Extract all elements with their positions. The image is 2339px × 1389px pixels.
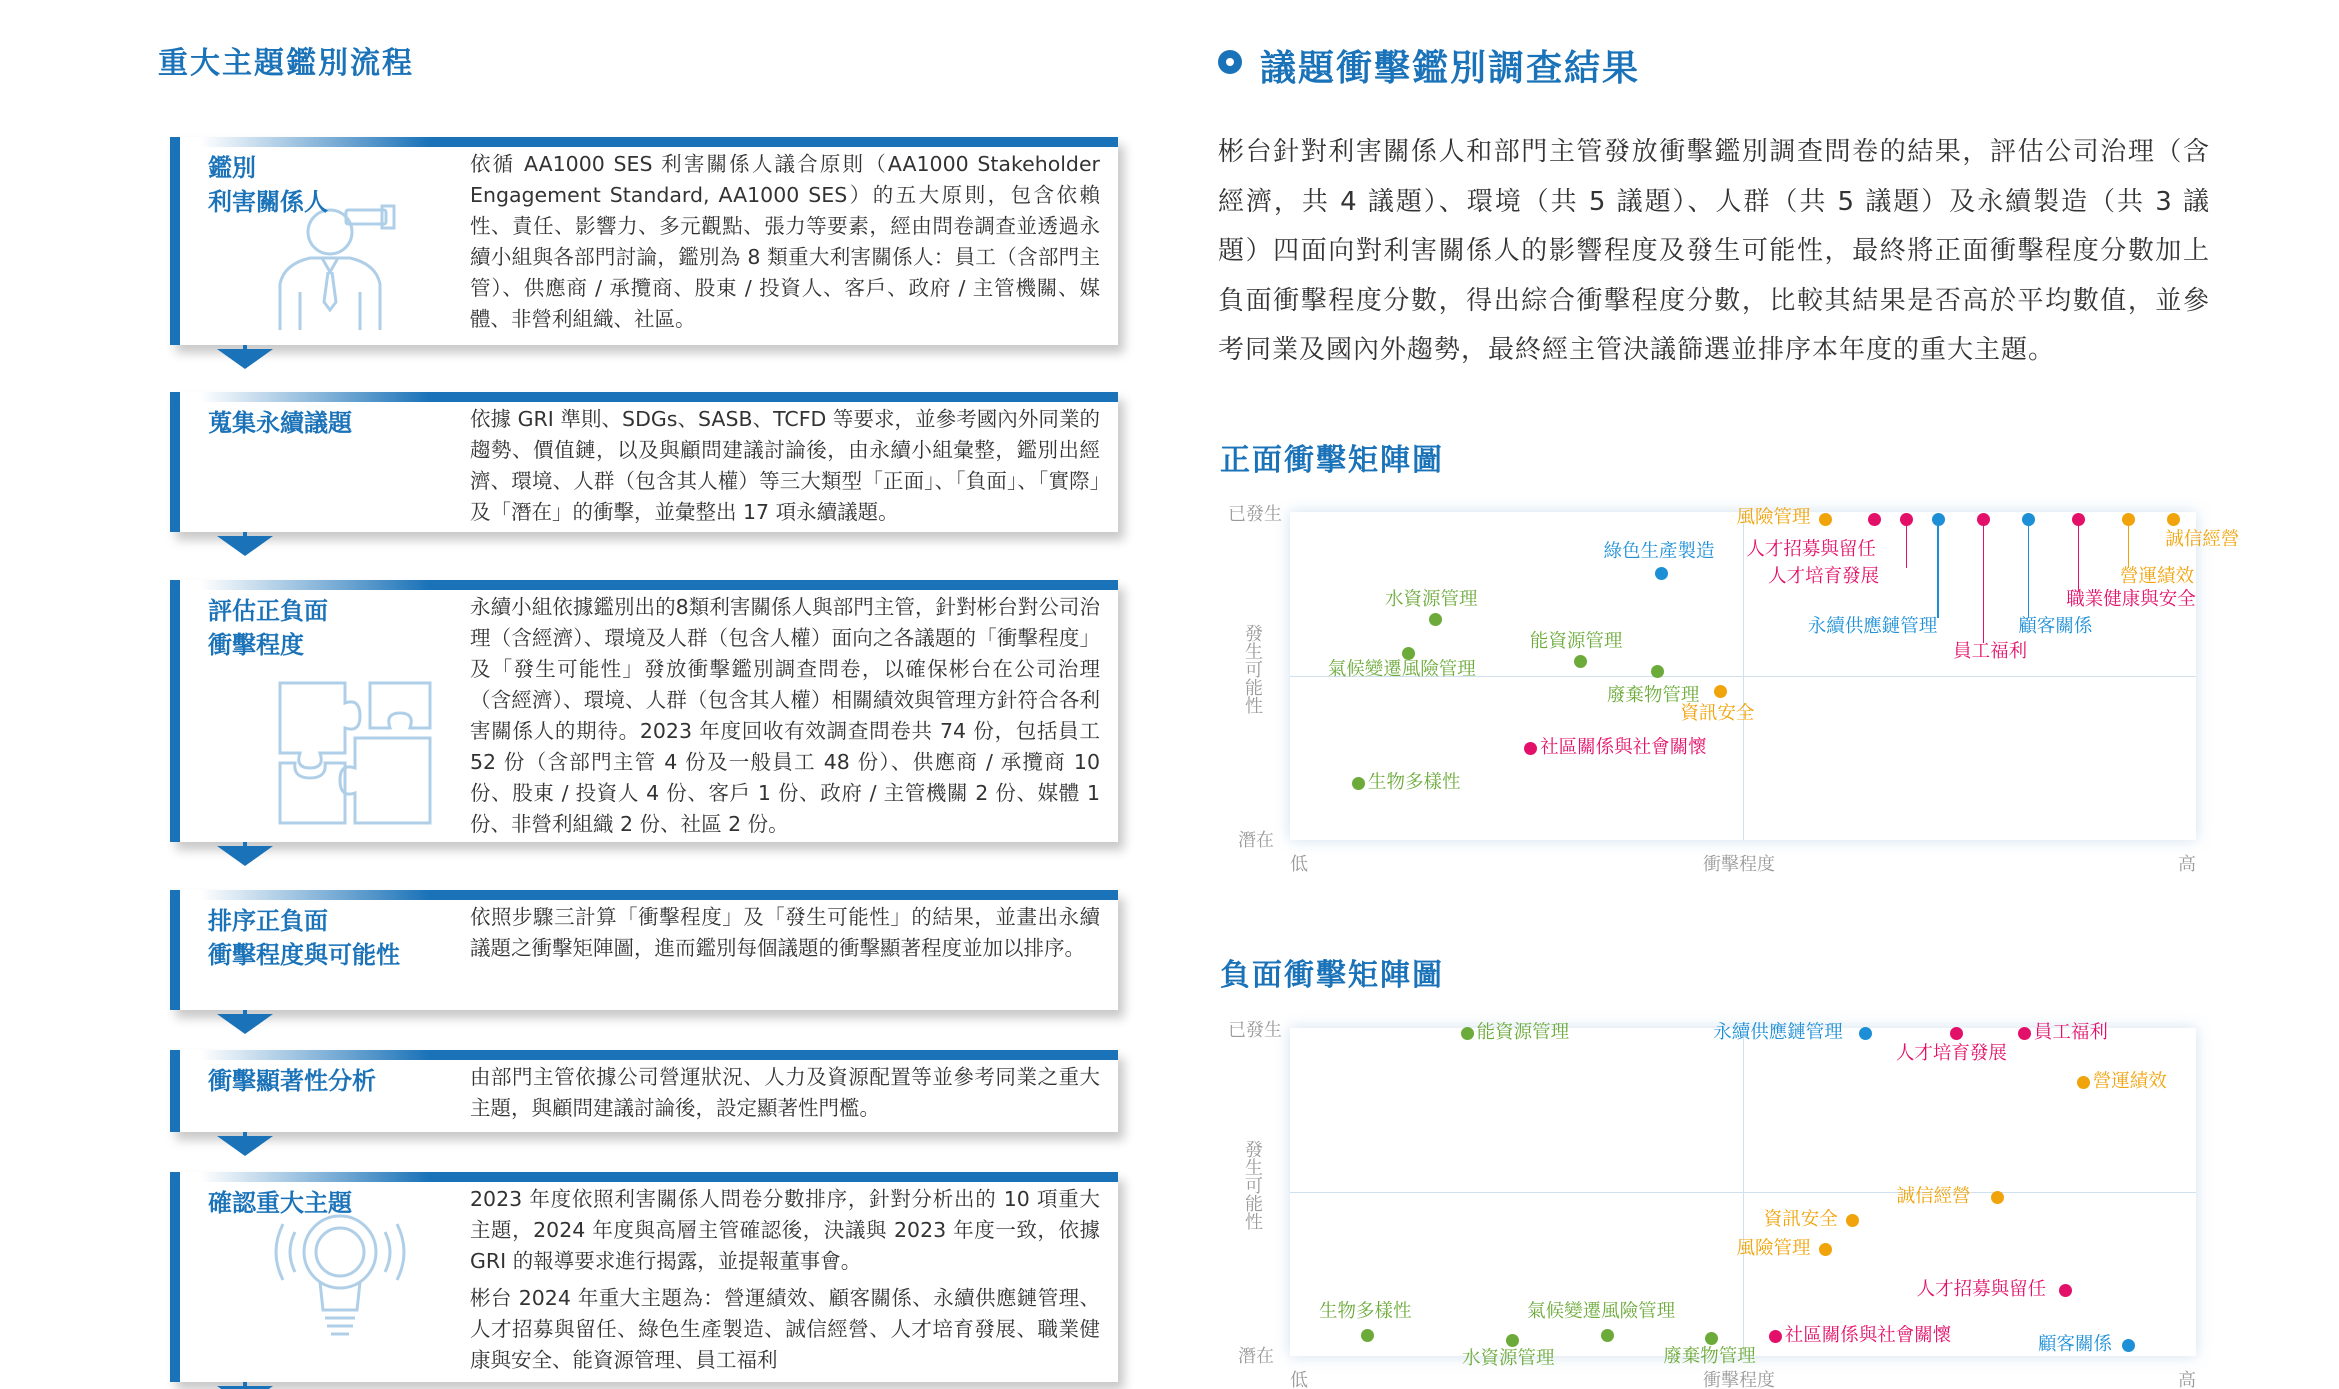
data-point — [1651, 665, 1664, 678]
leader-line — [1937, 525, 1939, 618]
leader-line — [2028, 525, 2030, 618]
data-point-label: 永續供應鏈管理 — [1713, 1021, 1843, 1043]
data-point-label: 職業健康與安全 — [2066, 588, 2196, 610]
data-point — [1655, 567, 1668, 580]
data-point-label: 生物多樣性 — [1367, 771, 1461, 793]
data-point — [1574, 655, 1587, 668]
flow-arrow-icon — [217, 1136, 273, 1156]
intro-paragraph: 彬台針對利害關係人和部門主管發放衝擊鑑別調查問卷的結果，評估公司治理（含經濟，共 4 議題）、環境（共 5 議題）、人群（共 5 議題）及永續製造（共 3 議題）四面向對利害關係人的影響程度及發生可能性，最終將正面衝擊程度分數加上負面衝擊程度分數，得出綜合衝擊程度分數，比較其結果是否高於平均數值，並參考同業及國內外趨勢，最終經主管決議篩選並排序本年度的重大主題。 — [1218, 137, 2210, 365]
data-point-label: 營運績效 — [2120, 565, 2195, 587]
flow-step-title: 排序正負面 衝擊程度與可能性 — [208, 907, 400, 969]
flow-step-desc: 由部門主管依據公司營運狀況、人力及資源配置等並參考同業之重大主題，與顧問建議討論後，設定顯著性門檻。 — [470, 1065, 1100, 1120]
data-point — [2122, 1339, 2135, 1352]
data-point-label: 顧客關係 — [2018, 615, 2093, 637]
data-point-label: 人才招募與留任 — [1746, 538, 1876, 560]
flow-step-title: 蒐集永續議題 — [208, 409, 352, 437]
flow-step-1 — [170, 137, 1118, 345]
flow-step-title: 衝擊顯著性分析 — [208, 1067, 376, 1095]
puzzle-icon — [275, 678, 435, 832]
flow-step-desc: 2023 年度依照利害關係人問卷分數排序，針對分析出的 10 項重大主題，2024 年度與高層主管確認後，決議與 2023 年度一致，依據 GRI 的報導要求進行揭露，並提報董事會。 彬台 2024 年重大主題為：營運績效、顧客關係、永續供應鏈管理、人才招募與留任、綠色生產製造、誠信經營、人才培育發展、職業健康與安全、能資源管理、員工福利 — [470, 1187, 1100, 1372]
flow-step-5 — [170, 1050, 1118, 1132]
data-point — [1705, 1332, 1718, 1345]
data-point — [1714, 685, 1727, 698]
data-point-label: 風險管理 — [1736, 1238, 1811, 1260]
positive-impact-matrix — [1290, 506, 2240, 840]
x-tick-low: 低 — [1290, 854, 1308, 875]
process-title: 重大主題鑑別流程 — [158, 38, 414, 82]
flow-step-desc: 依照步驟三計算「衝擊程度」及「發生可能性」的結果，並畫出永續議題之衝擊矩陣圖，進而鑑別每個議題的衝擊顯著程度並加以排序。 — [470, 905, 1100, 960]
data-point — [2018, 1027, 2031, 1040]
data-point-label: 資訊安全 — [1680, 702, 1755, 724]
flow-step-4 — [170, 890, 1118, 1010]
data-point-label: 水資源管理 — [1461, 1347, 1555, 1369]
flow-step-title: 確認重大主題 — [208, 1189, 352, 1217]
data-point-label: 員工福利 — [1953, 640, 2028, 662]
positive-matrix-title: 正面衝擊矩陣圖 — [1220, 435, 1444, 479]
data-point-label: 人才培育發展 — [1768, 565, 1880, 587]
flow-step-title: 評估正負面 衝擊程度 — [208, 597, 328, 659]
data-point — [1769, 1330, 1782, 1343]
data-point-label: 員工福利 — [2033, 1021, 2108, 1043]
y-tick-bottom: 潛在 — [1238, 1346, 1274, 1367]
data-point-label: 人才培育發展 — [1895, 1042, 2007, 1064]
data-point-label: 能資源管理 — [1529, 631, 1623, 653]
data-point-label: 水資源管理 — [1384, 588, 1478, 610]
data-point — [1429, 613, 1442, 626]
data-point-label: 廢棄物管理 — [1606, 685, 1700, 707]
x-tick-low: 低 — [1290, 1370, 1308, 1389]
flow-arrow-icon — [217, 536, 273, 556]
data-point — [1601, 1329, 1614, 1342]
leader-line — [1983, 525, 1985, 643]
data-point — [1950, 1027, 1963, 1040]
lightbulb-icon — [265, 1202, 415, 1356]
flow-step-6 — [170, 1172, 1118, 1382]
data-point — [1819, 1243, 1832, 1256]
data-point-label: 人才招募與留任 — [1916, 1279, 2047, 1301]
data-point-label: 社區關係與社會關懷 — [1784, 1325, 1952, 1347]
data-point-label: 營運績效 — [2092, 1071, 2167, 1093]
data-point-label: 生物多樣性 — [1319, 1300, 1412, 1322]
data-point-label: 氣候變遷風險管理 — [1327, 659, 1476, 681]
data-point — [1461, 1027, 1474, 1040]
data-point — [2059, 1284, 2072, 1297]
x-axis-label: 衝擊程度 — [1703, 1370, 1775, 1389]
y-tick-bottom: 潛在 — [1238, 830, 1274, 851]
data-point — [1846, 1214, 1859, 1227]
data-point-label: 能資源管理 — [1476, 1021, 1570, 1043]
y-axis-label: 發生可能性 — [1245, 1140, 1263, 1233]
data-point — [1868, 513, 1881, 526]
flow-step-desc: 依循 AA1000 SES 利害關係人議合原則（AA1000 Stakeholder Engagement Standard, AA1000 SES）的五大原則，包含依賴性、責任、影響力、多元觀點、張力等要素，經由問卷調查並透過永續小組與各部門討論，鑑別為 8 類重大利害關係人：員工（含部門主管）、供應商 / 承攬商、股東 / 投資人、客戶、政府 / 主管機關、媒體、非營利組織、社區。 — [470, 152, 1100, 331]
negative-impact-matrix — [1290, 1021, 2196, 1369]
survey-result-title: 議題衝擊鑑別調查結果 — [1260, 48, 1641, 89]
data-point — [2077, 1076, 2090, 1089]
title-bullet-icon — [1218, 50, 1242, 74]
data-point — [2167, 513, 2180, 526]
data-point-label: 誠信經營 — [1896, 1185, 1971, 1207]
x-axis-label: 衝擊程度 — [1703, 854, 1775, 875]
negative-matrix-title: 負面衝擊矩陣圖 — [1220, 950, 1444, 994]
data-point — [1991, 1191, 2004, 1204]
data-point-label: 誠信經營 — [2165, 528, 2240, 550]
flow-arrow-icon — [217, 1014, 273, 1034]
data-point-label: 廢棄物管理 — [1663, 1345, 1756, 1367]
data-point — [1506, 1334, 1519, 1347]
data-point-label: 風險管理 — [1736, 506, 1811, 528]
x-tick-high: 高 — [2178, 854, 2196, 875]
data-point — [1361, 1329, 1374, 1342]
flow-step-3 — [170, 580, 1118, 842]
flow-arrow-icon — [217, 349, 273, 369]
data-point-label: 社區關係與社會關懷 — [1540, 737, 1707, 759]
x-tick-high: 高 — [2178, 1370, 2196, 1389]
data-point-label: 永續供應鏈管理 — [1807, 615, 1938, 637]
data-point-label: 資訊安全 — [1763, 1208, 1838, 1230]
y-tick-top: 已發生 — [1228, 1020, 1282, 1041]
leader-line — [1906, 525, 1908, 568]
data-point-label: 氣候變遷風險管理 — [1527, 1300, 1676, 1322]
data-point — [1524, 742, 1537, 755]
flow-arrow-icon — [217, 846, 273, 866]
flow-step-title: 鑑別 利害關係人 — [208, 154, 328, 216]
flow-step-2 — [170, 392, 1118, 532]
leader-line — [2078, 525, 2080, 591]
data-point — [1819, 513, 1832, 526]
data-point — [1859, 1027, 1872, 1040]
center-hline — [1290, 1192, 2196, 1193]
leader-line — [2128, 525, 2130, 568]
data-point — [1352, 777, 1365, 790]
y-axis-label: 發生可能性 — [1245, 624, 1263, 717]
flow-step-desc: 依據 GRI 準則、SDGs、SASB、TCFD 等要求，並參考國內外同業的趨勢、價值鏈，以及與顧問建議討論後，由永續小組彙整，鑑別出經濟、環境、人群（包含其人權）等三大類型「正面」、「負面」、「實際」及「潛在」的衝擊，並彙整出 17 項永續議題。 — [470, 407, 1100, 524]
data-point-label: 綠色生產製造 — [1603, 540, 1715, 562]
flow-step-desc: 永續小組依據鑑別出的8類利害關係人與部門主管，針對彬台對公司治理（含經濟）、環境及人群（包含人權）面向之各議題的「衝擊程度」及「發生可能性」發放衝擊鑑別調查問卷，以確保彬台在公司治理（含經濟）、環境、人群（包含其人權）相關績效與管理方針符合各利害關係人的期待。2023 年度回收有效調查問卷共 74 份，包括員工 52 份（含部門主管 4 份及一般員工 48 份）、供應商 / 承攬商 10 份、股東 / 投資人 4 份、客戶 1 份、政府 / 主管機關 2 份、媒體 1 份、非營利組織 2 份、社區 2 份。 — [470, 595, 1100, 836]
data-point-label: 顧客關係 — [2038, 1333, 2113, 1355]
y-tick-top: 已發生 — [1228, 504, 1282, 525]
